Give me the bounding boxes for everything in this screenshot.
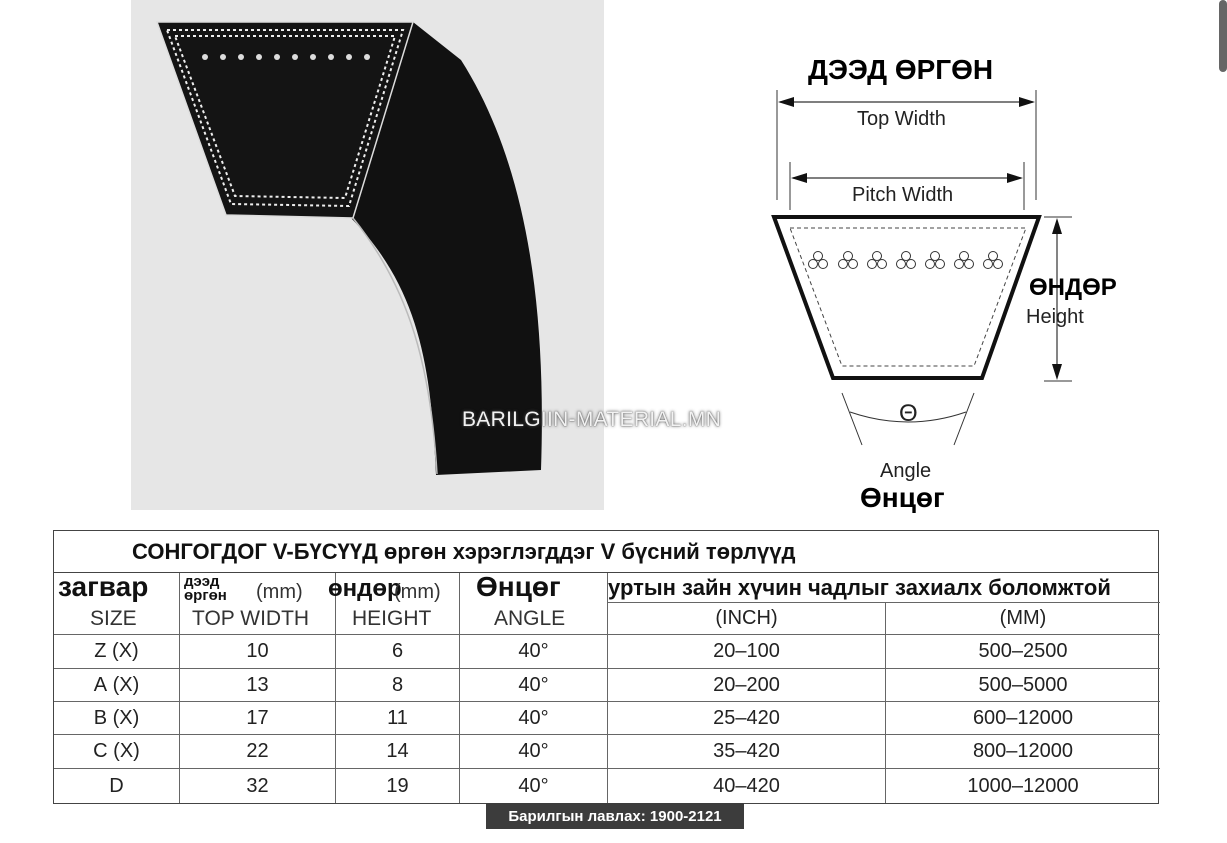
- v-belt-photo: [131, 0, 604, 510]
- cell-angle: 40°: [460, 735, 608, 769]
- v-belt-cross-section-diagram: [760, 50, 1120, 520]
- header-size-mn: загвар: [58, 571, 149, 602]
- cell-size: C (X): [54, 735, 180, 769]
- cell-mm: 500–5000: [886, 669, 1160, 702]
- watermark: BARILGIIN-MATERIAL.MN: [462, 408, 722, 431]
- cell-size: B (X): [54, 702, 180, 735]
- cell-top-width: 17: [180, 702, 336, 735]
- header-height-en: HEIGHT: [352, 607, 432, 630]
- angle-mn-label: Өнцөг: [860, 482, 945, 513]
- cell-size: A (X): [54, 669, 180, 702]
- cell-mm: 500–2500: [886, 635, 1160, 669]
- header-height-mn: өндөр: [328, 575, 402, 602]
- cell-top-width: 32: [180, 769, 336, 803]
- angle-label: Angle: [880, 460, 932, 482]
- cell-top-width: 10: [180, 635, 336, 669]
- height-label: Height: [1026, 306, 1084, 328]
- header-angle: [460, 573, 608, 635]
- cell-angle: 40°: [460, 702, 608, 735]
- cell-inch: 40–420: [608, 769, 886, 803]
- cell-mm: 1000–12000: [967, 774, 1079, 797]
- cell-inch: 20–100: [608, 635, 886, 669]
- cell-height: 19: [336, 769, 460, 803]
- header-size-en: SIZE: [90, 607, 137, 630]
- header-top-width: [180, 573, 336, 635]
- scrollbar[interactable]: [1219, 0, 1227, 72]
- cell-top-width: 22: [180, 735, 336, 769]
- cell-height: 14: [336, 735, 460, 769]
- cell-height: 11: [336, 702, 460, 735]
- cell-size: D: [54, 769, 180, 803]
- cell-inch: 25–420: [608, 702, 886, 735]
- header-angle-en: ANGLE: [494, 607, 566, 630]
- theta-symbol: Θ: [899, 400, 918, 427]
- v-belt-illustration: [131, 0, 604, 510]
- cell-angle: 40°: [460, 769, 608, 803]
- header-length-mn-text: уртын зайн хүчин чадлыг захиалх боломжтой: [608, 575, 1111, 600]
- footnote-banner: Барилгын лавлах: 1900-2121: [486, 803, 744, 829]
- top-width-label: Top Width: [857, 108, 946, 130]
- cell-height: 8: [336, 669, 460, 702]
- header-inch: (INCH): [608, 603, 886, 635]
- cell-top-width: 13: [180, 669, 336, 702]
- pitch-width-label: Pitch Width: [852, 184, 954, 206]
- cell-mm: 800–12000: [886, 735, 1160, 769]
- header-top-width-mn: дээд өргөн: [184, 573, 227, 604]
- cell-height: 6: [336, 635, 460, 669]
- header-mm: (MM): [886, 603, 1160, 635]
- cell-mm: 600–12000: [886, 702, 1160, 735]
- cell-inch: 20–200: [608, 669, 886, 702]
- header-angle-mn: Өнцөг: [476, 571, 561, 602]
- header-size: [54, 573, 180, 635]
- height-mn-label: ӨНДӨР: [1029, 274, 1117, 301]
- header-length-mn: [608, 573, 1160, 603]
- cell-angle: 40°: [460, 635, 608, 669]
- header-height: [328, 573, 460, 635]
- v-belt-size-table: [53, 530, 1159, 804]
- header-top-width-en: TOP WIDTH: [192, 607, 310, 630]
- cell-inch: 35–420: [608, 735, 886, 769]
- top-width-mn-label: ДЭЭД ӨРГӨН: [808, 54, 994, 85]
- cell-size: Z (X): [54, 635, 180, 669]
- header-height-unit: (mm): [394, 581, 441, 603]
- table-caption: СОНГОГДОГ V-БҮСҮҮД өргөн хэрэглэгддэг V бүсний төрлүүд: [54, 531, 1158, 573]
- header-top-width-unit: (mm): [256, 581, 303, 603]
- cell-angle: 40°: [460, 669, 608, 702]
